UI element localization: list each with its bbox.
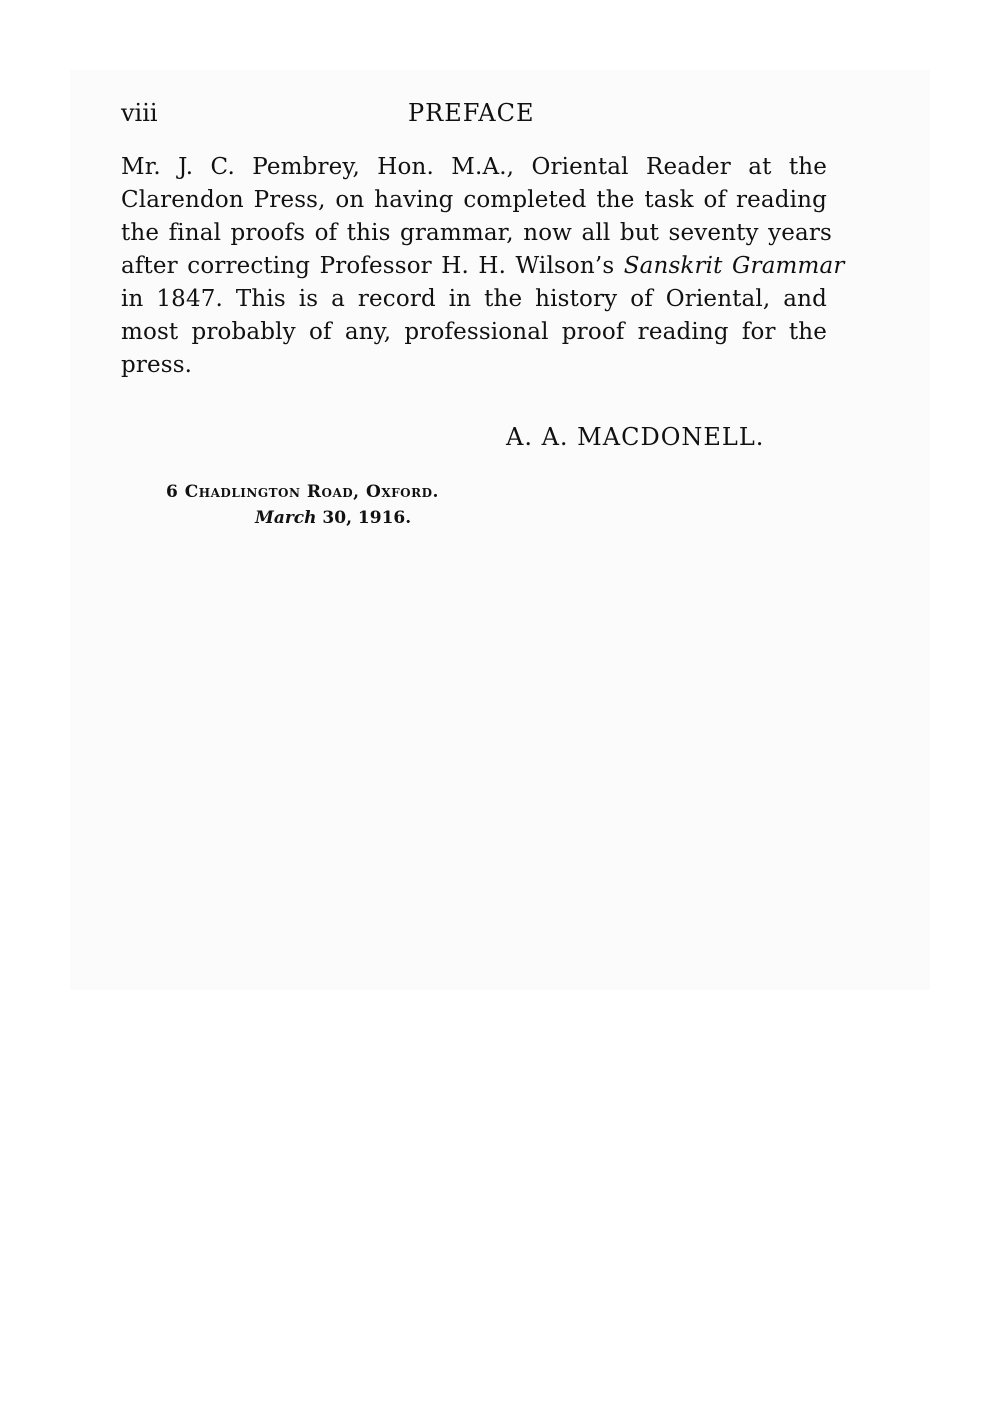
preface-paragraph — [121, 151, 845, 382]
paragraph-line: most probably of any, professional proof reading for the — [121, 319, 827, 345]
running-head — [121, 97, 831, 129]
paragraph-line — [121, 250, 845, 283]
date-month: March — [255, 508, 317, 528]
page-number: viii — [121, 99, 158, 127]
address: 6 Chadlington Road, Oxford. — [166, 482, 439, 502]
paragraph-line: in 1847. This is a record in the history of Oriental, and — [121, 286, 827, 312]
paragraph-line: press. — [121, 352, 193, 378]
paragraph-line: Clarendon Press, on having completed the task of reading — [121, 187, 827, 213]
paragraph-line: Mr. J. C. Pembrey, Hon. M.A., Oriental Reader at the — [121, 154, 827, 180]
date-rest: 30, 1916. — [316, 508, 412, 528]
running-title: PREFACE — [408, 99, 535, 127]
paragraph-line: the final proofs of this grammar, now all but seventy years — [121, 220, 832, 246]
paragraph-line-text: after correcting Professor H. H. Wilson’s — [121, 253, 624, 279]
book-title: Sanskrit Grammar — [623, 253, 845, 279]
date — [255, 504, 411, 532]
author-signature: A. A. MACDONELL. — [506, 423, 765, 451]
